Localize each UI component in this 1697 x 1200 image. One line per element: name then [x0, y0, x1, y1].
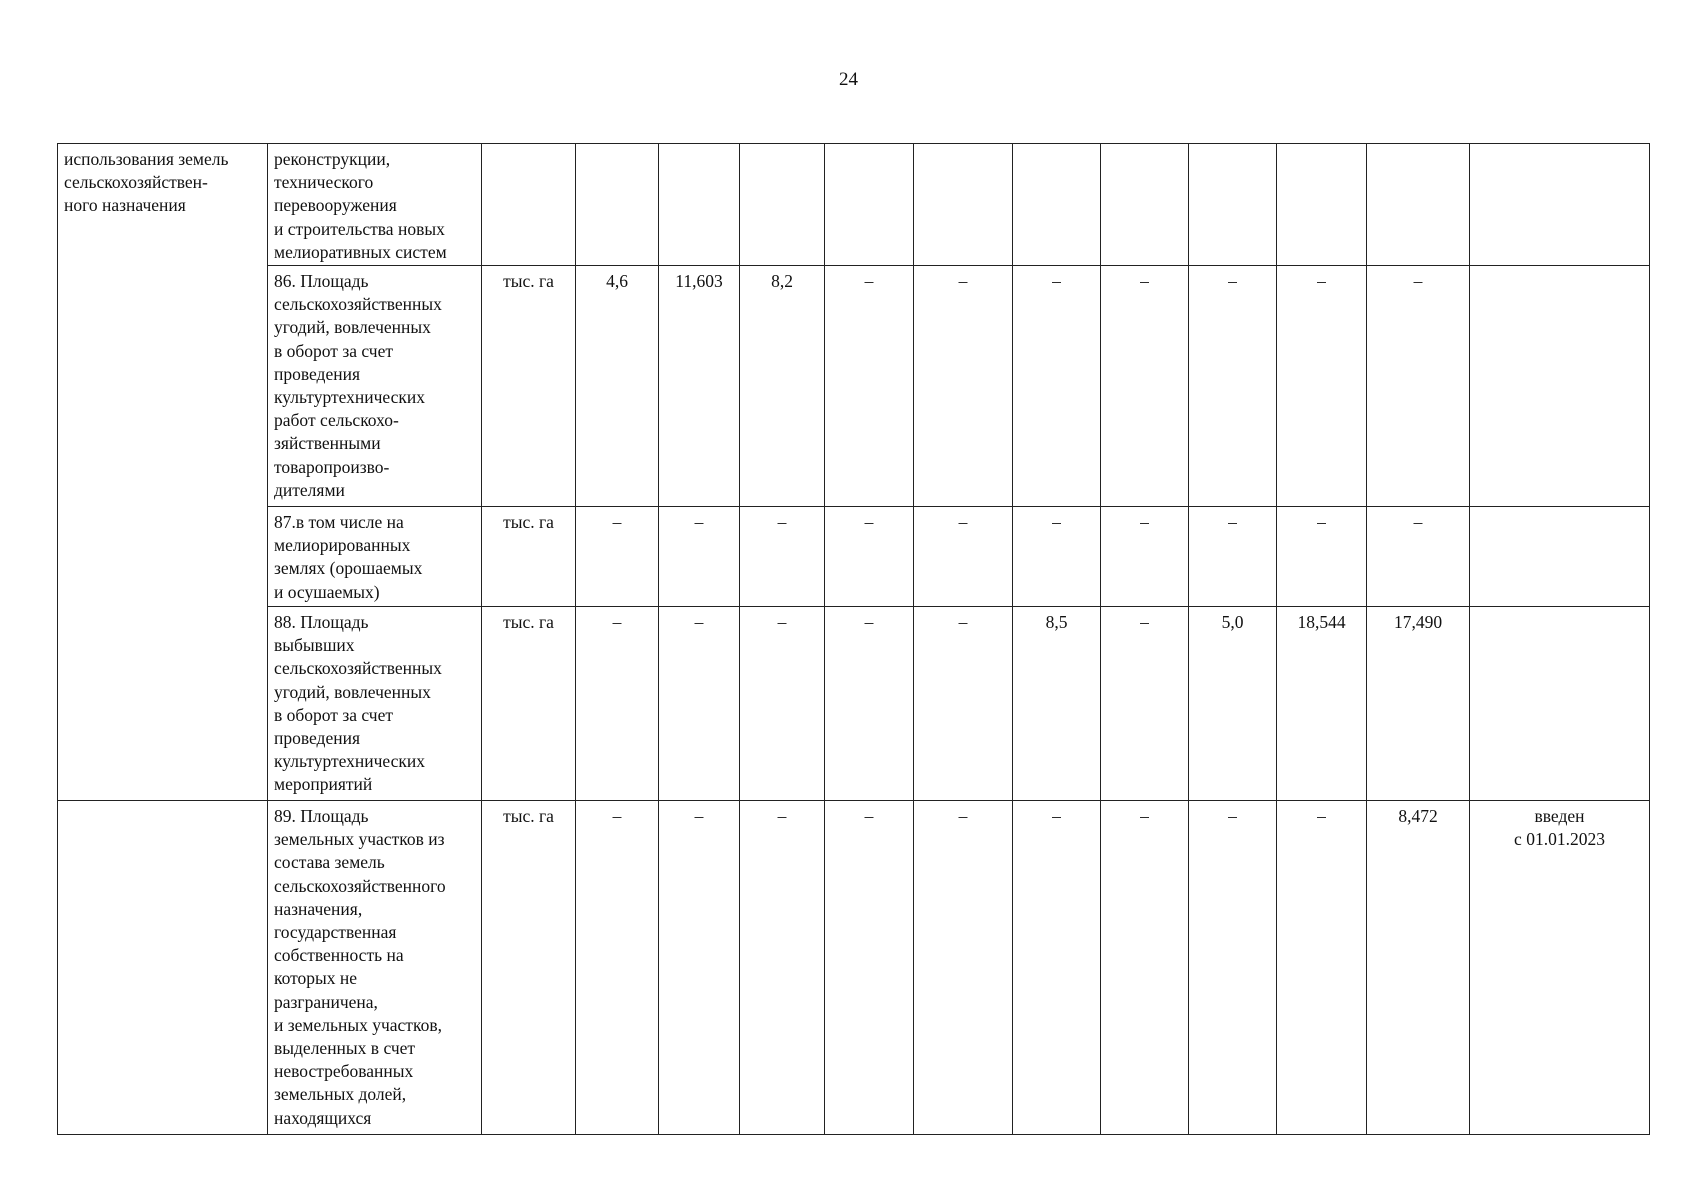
value-cell: 5,0 [1189, 607, 1277, 801]
value-cell: – [1101, 507, 1189, 607]
note-text: введен с 01.01.2023 [1514, 806, 1605, 850]
note-cell [1470, 266, 1650, 507]
value-cell [825, 144, 914, 266]
value-cell [659, 144, 740, 266]
value-cell [1101, 144, 1189, 266]
value-cell: 8,5 [1013, 607, 1101, 801]
value-cell: – [1189, 266, 1277, 507]
indicator-name-cell [268, 607, 482, 801]
value-cell: – [576, 607, 659, 801]
value-cell: – [740, 607, 825, 801]
value-cell: – [740, 507, 825, 607]
note-cell [1470, 801, 1650, 1135]
value-cell [1367, 144, 1470, 266]
value-cell: – [825, 507, 914, 607]
section-label-empty-cell [58, 801, 268, 1135]
value-cell [1189, 144, 1277, 266]
note-cell [1470, 144, 1650, 266]
note-cell [1470, 507, 1650, 607]
value-cell [1277, 144, 1367, 266]
table-row [58, 507, 1650, 607]
value-cell: – [576, 507, 659, 607]
indicator-name: реконструкции, технического перевооружения и строительства новых мелиоративных систем [274, 149, 447, 262]
value-cell: – [1189, 801, 1277, 1135]
value-cell: – [914, 266, 1013, 507]
value-cell: 17,490 [1367, 607, 1470, 801]
value-cell: – [1367, 507, 1470, 607]
indicator-name-cell [268, 144, 482, 266]
value-cell: – [825, 607, 914, 801]
value-cell [576, 144, 659, 266]
table-row [58, 801, 1650, 1135]
value-cell: – [1013, 801, 1101, 1135]
indicator-name: 86. Площадь сельскохозяйственных угодий, вовлеченных в оборот за счет проведения культуртехнических работ сельскохо- зяйственными товаропроизво- дителями [274, 271, 442, 500]
value-cell: – [659, 801, 740, 1135]
indicator-name: 89. Площадь земельных участков из состава земель сельскохозяйственного назначения, государственная собственность на которых не разграничена, и земельных участков, выделенных в счет невостребованных земельных долей, находящихся [274, 806, 446, 1128]
indicator-name-cell [268, 266, 482, 507]
value-cell: – [740, 801, 825, 1135]
value-cell: – [659, 607, 740, 801]
value-cell: – [1013, 507, 1101, 607]
value-cell: – [1013, 266, 1101, 507]
value-cell: – [825, 801, 914, 1135]
section-label: использования земель сельскохозяйствен- ного назначения [64, 149, 229, 216]
unit-cell: тыс. га [482, 801, 576, 1135]
value-cell: 4,6 [576, 266, 659, 507]
value-cell: – [914, 507, 1013, 607]
value-cell: 11,603 [659, 266, 740, 507]
indicator-name-cell [268, 801, 482, 1135]
value-cell: – [1101, 266, 1189, 507]
indicator-name: 88. Площадь выбывших сельскохозяйственных угодий, вовлеченных в оборот за счет проведения культуртехнических мероприятий [274, 612, 442, 795]
value-cell: – [825, 266, 914, 507]
table-row [58, 607, 1650, 801]
table-row [58, 266, 1650, 507]
section-label-cell [58, 144, 268, 801]
value-cell: – [1101, 607, 1189, 801]
value-cell [1013, 144, 1101, 266]
value-cell: – [1189, 507, 1277, 607]
indicator-table [57, 143, 1650, 1135]
unit-cell: тыс. га [482, 607, 576, 801]
value-cell: – [1277, 507, 1367, 607]
value-cell: – [914, 607, 1013, 801]
page-number: 24 [839, 69, 858, 90]
value-cell: 8,2 [740, 266, 825, 507]
value-cell: – [659, 507, 740, 607]
indicator-name-cell [268, 507, 482, 607]
value-cell [914, 144, 1013, 266]
value-cell: – [1277, 266, 1367, 507]
unit-cell [482, 144, 576, 266]
value-cell: – [576, 801, 659, 1135]
value-cell: 8,472 [1367, 801, 1470, 1135]
indicator-name: 87.в том числе на мелиорированных землях (орошаемых и осушаемых) [274, 512, 423, 602]
unit-cell: тыс. га [482, 507, 576, 607]
value-cell [740, 144, 825, 266]
table-row [58, 144, 1650, 266]
value-cell: – [914, 801, 1013, 1135]
unit-cell: тыс. га [482, 266, 576, 507]
note-cell [1470, 607, 1650, 801]
value-cell: – [1277, 801, 1367, 1135]
value-cell: – [1367, 266, 1470, 507]
value-cell: 18,544 [1277, 607, 1367, 801]
value-cell: – [1101, 801, 1189, 1135]
